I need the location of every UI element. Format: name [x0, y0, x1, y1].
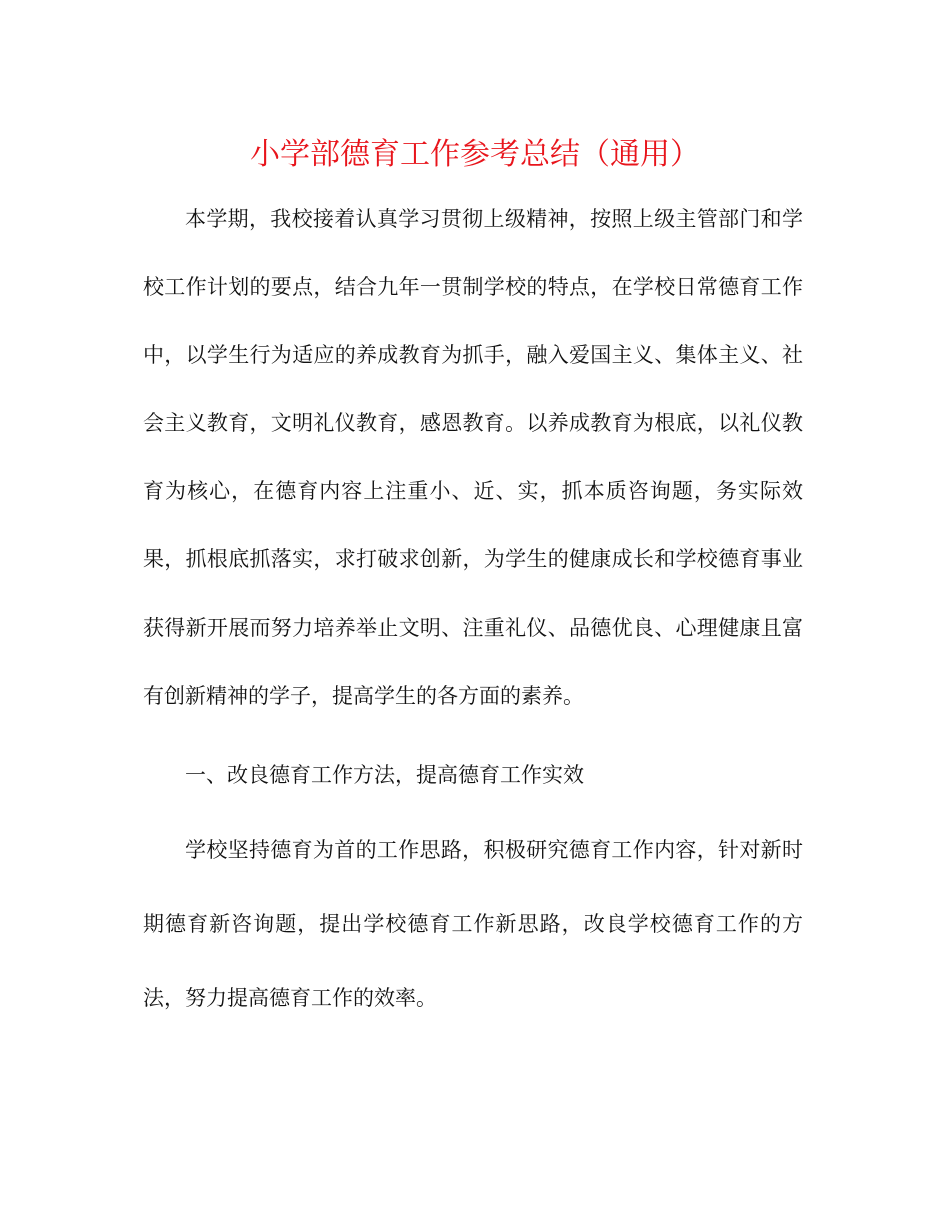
paragraph-intro: 本学期，我校接着认真学习贯彻上级精神，按照上级主管部门和学校工作计划的要点，结合九年一贯制学校的特点，在学校日常德育工作中，以学生行为适应的养成教育为抓手，融入爱国主义、集体主义、社会主义教育，文明礼仪教育，感恩教育。以养成教育为根底，以礼仪教育为核心，在德育内容上注重小、近、实，抓本质咨询题，务实际效果，抓根底抓落实，求打破求创新，为学生的健康成长和学校德育事业获得新开展而努力培养举止文明、注重礼仪、品德优良、心理健康且富有创新精神的学子，提高学生的各方面的素养。	[143, 207, 803, 708]
paragraph-section-1: 学校坚持德育为首的工作思路，积极研究德育工作内容，针对新时期德育新咨询题，提出学校德育工作新思路，改良学校德育工作的方法，努力提高德育工作的效率。	[143, 838, 803, 1010]
section-heading-1: 一、改良德育工作方法，提高德育工作实效	[185, 763, 584, 787]
document-title: 小学部德育工作参考总结（通用）	[250, 137, 700, 172]
